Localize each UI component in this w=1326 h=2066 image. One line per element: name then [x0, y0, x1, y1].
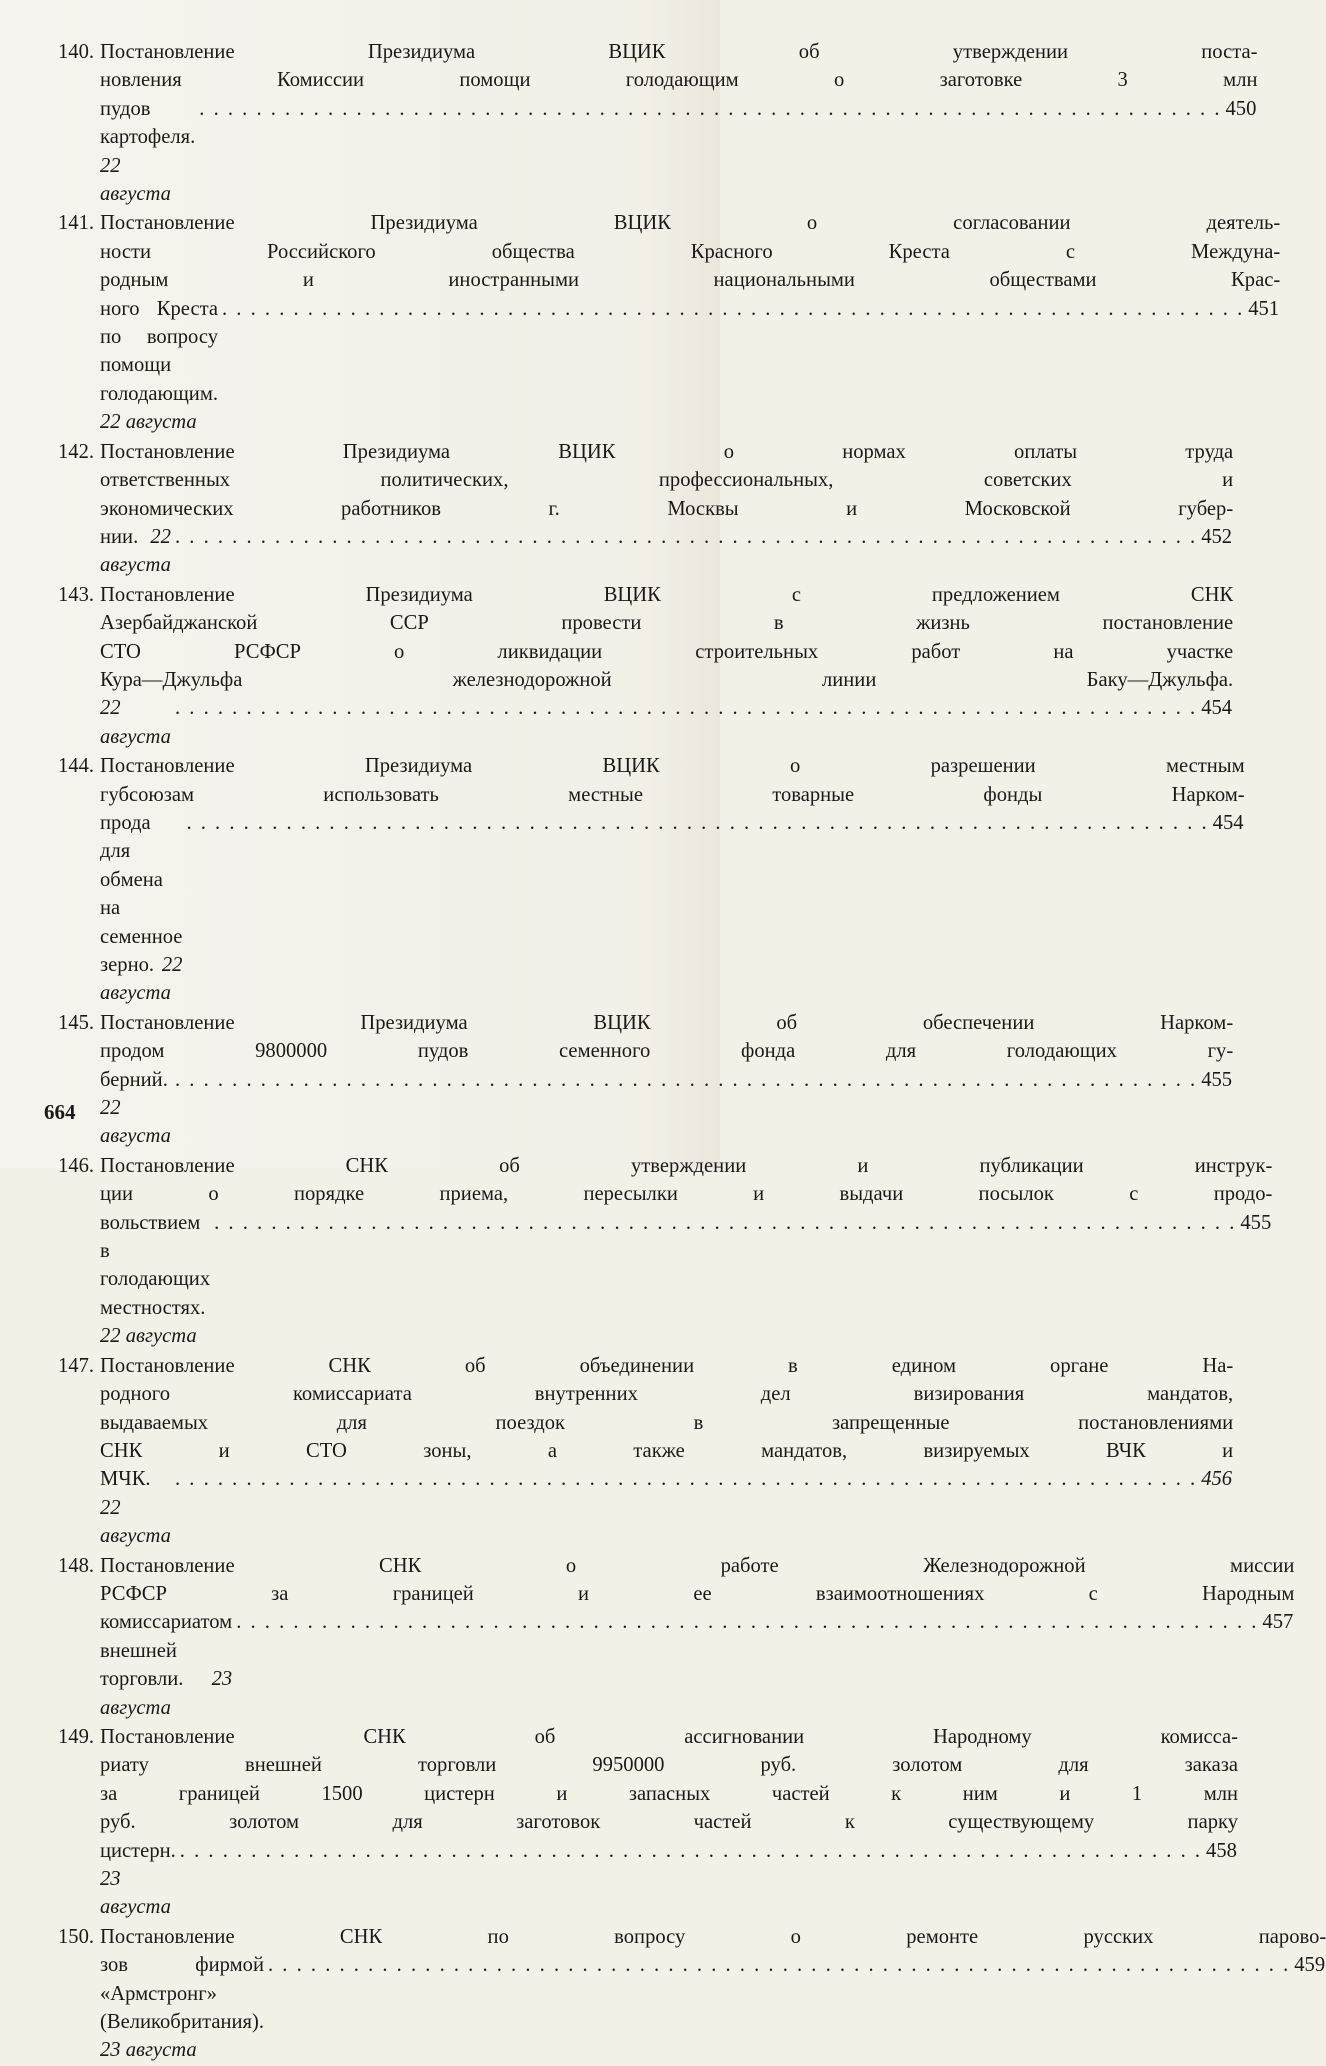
entry-last-text: прода для обмена на семенное зерно.: [100, 811, 183, 976]
entry-last-text: вольствием в голодающих местностях.: [100, 1211, 211, 1319]
entry-text: [100, 438, 1233, 580]
entry-last-line: [100, 1608, 1294, 1722]
entry-line: продом 9800000 пудов семенного фонда для голодающих гу-: [100, 1040, 1234, 1063]
toc-entry: [58, 209, 1281, 436]
entry-line: Постановление СНК об ассигновании Народному комисса-: [100, 1725, 1239, 1748]
entry-text: [100, 1009, 1233, 1151]
entry-number: 146.: [58, 1154, 95, 1177]
table-of-contents: [58, 38, 1326, 2066]
entry-text: [100, 1152, 1272, 1351]
toc-entry: [58, 752, 1245, 1008]
entry-number: 147.: [58, 1354, 95, 1377]
entry-number: 145.: [58, 1011, 95, 1034]
leader-dots: [175, 1465, 1197, 1493]
entry-line: родного комиссариата внутренних дел визирования мандатов,: [100, 1383, 1234, 1406]
entry-line: новления Комиссии помощи голодающим о заготовке 3 млн: [100, 69, 1258, 92]
entry-page-ref: 452: [1201, 525, 1233, 548]
entry-line: Азербайджанской ССР провести в жизнь постановление: [100, 612, 1234, 635]
entry-date: 23 августа: [100, 1868, 171, 1919]
entry-last-line: [100, 523, 1233, 580]
entry-line: ции о порядке приема, пересылки и выдачи посылок с продо-: [100, 1183, 1273, 1206]
entry-last-text: пудов картофеля.: [100, 97, 196, 149]
leader-dots: [180, 1837, 1202, 1865]
entry-line: губсоюзам использовать местные товарные фонды Нарком-: [100, 783, 1245, 806]
leader-dots: [199, 95, 1221, 123]
entry-page-ref: 451: [1248, 297, 1280, 320]
entry-last-line: [100, 1209, 1272, 1351]
entry-text: [100, 1723, 1238, 1922]
entry-number: 148.: [58, 1554, 95, 1577]
entry-line: Постановление СНК по вопросу о ремонте русских парово-: [100, 1925, 1326, 1948]
entry-line: выдаваемых для поездок в запрещенные постановлениями: [100, 1411, 1234, 1434]
entry-date: 22 августа: [100, 697, 171, 748]
entry-last-line: [100, 1465, 1233, 1550]
entry-line: Постановление СНК об утверждении и публикации инструк-: [100, 1154, 1273, 1177]
entry-page-ref: 450: [1225, 97, 1257, 120]
entry-last-text: комиссариатом внешней торговли.: [100, 1611, 233, 1691]
entry-line: ответственных политических, профессиональных, советских и: [100, 469, 1234, 492]
entry-line: родным и иностранными национальными обществами Крас-: [100, 269, 1281, 292]
toc-entry: [58, 38, 1258, 208]
leader-dots: [186, 809, 1208, 837]
entry-page-ref: 454: [1212, 811, 1244, 834]
entry-text: [100, 38, 1258, 208]
entry-text: [100, 752, 1245, 1008]
entry-text: [100, 1352, 1233, 1551]
entry-page-ref: 458: [1206, 1839, 1237, 1862]
leader-dots: [175, 523, 1197, 551]
entry-last-line: [100, 1951, 1326, 2065]
entry-last-line: [100, 295, 1280, 437]
leader-dots: [175, 694, 1197, 722]
entry-line: Постановление СНК об объединении в едином органе На-: [100, 1354, 1234, 1377]
entry-line: СТО РСФСР о ликвидации строительных работ на участке: [100, 640, 1234, 663]
toc-entry: [58, 1009, 1234, 1151]
entry-number: 149.: [58, 1725, 95, 1748]
leader-dots: [214, 1209, 1236, 1237]
entry-number: 144.: [58, 755, 95, 778]
toc-entry: [58, 1923, 1326, 2065]
entry-line: РСФСР за границей и ее взаимоотношениях с Народным: [100, 1582, 1295, 1605]
entry-number: 141.: [58, 212, 95, 235]
entry-line: риату внешней торговли 9950000 руб. золотом для заказа: [100, 1754, 1239, 1777]
entry-last-text: нии.: [100, 525, 139, 548]
entry-line: Постановление Президиума ВЦИК о согласовании деятель-: [100, 212, 1281, 235]
entry-line: Постановление Президиума ВЦИК о нормах оплаты труда: [100, 440, 1234, 463]
entry-date: 22 августа: [100, 1496, 171, 1548]
entry-date: 22 августа: [100, 411, 197, 434]
toc-entry: [58, 1723, 1239, 1922]
entry-date: 23 августа: [100, 2039, 197, 2062]
entry-last-text: МЧК.: [100, 1468, 151, 1491]
toc-entry: [58, 581, 1234, 751]
entry-line: Постановление Президиума ВЦИК о разрешении местным: [100, 755, 1245, 778]
entry-date: 22 августа: [100, 1325, 197, 1348]
entry-page-ref: 454: [1201, 697, 1233, 720]
entry-last-line: [100, 1066, 1233, 1151]
leader-dots: [222, 295, 1244, 323]
entry-last-line: [100, 694, 1233, 751]
entry-page-ref: 457: [1262, 1611, 1294, 1634]
entry-date: 22 августа: [100, 1097, 171, 1148]
toc-entry: [58, 1352, 1234, 1551]
leader-dots: [268, 1951, 1290, 1979]
toc-entry: [58, 1152, 1273, 1351]
entry-last-text: цистерн.: [100, 1839, 176, 1862]
entry-page-ref: 459: [1294, 1954, 1326, 1977]
entry-last-line: [100, 809, 1245, 1008]
entry-last-line: [100, 1837, 1238, 1922]
entry-number: 143.: [58, 583, 95, 606]
entry-date: 22 августа: [100, 154, 171, 206]
entry-number: 140.: [58, 41, 95, 63]
entry-page-ref: 455: [1201, 1068, 1233, 1091]
page-number: 664: [44, 1100, 76, 1124]
entry-page-ref: 455: [1240, 1211, 1272, 1234]
entry-line: руб. золотом для заготовок частей к существующему парку: [100, 1811, 1239, 1834]
entry-date: 22 августа: [100, 954, 183, 1005]
toc-entry: [58, 438, 1234, 580]
entry-line: Кура—Джульфа железнодорожной линии Баку—Джульфа.: [100, 668, 1234, 691]
entry-text: [100, 209, 1280, 436]
leader-dots: [175, 1066, 1197, 1094]
entry-last-text: зов фирмой «Армстронг» (Великобритания).: [100, 1954, 264, 2034]
leader-dots: [236, 1608, 1258, 1636]
entry-text: [100, 1552, 1294, 1722]
entry-date: 23 августа: [100, 1668, 233, 1719]
entry-date: 22 августа: [100, 525, 171, 577]
entry-line: экономических работников г. Москвы и Московской губер-: [100, 497, 1234, 520]
entry-text: [100, 1923, 1326, 2065]
entry-last-line: [100, 95, 1258, 209]
entry-number: 150.: [58, 1925, 95, 1948]
entry-last-text: берний.: [100, 1068, 168, 1091]
entry-line: Постановление СНК о работе Железнодорожной миссии: [100, 1554, 1295, 1577]
entry-line: Постановление Президиума ВЦИК об обеспечении Нарком-: [100, 1011, 1234, 1034]
entry-line: за границей 1500 цистерн и запасных частей к ним и 1 млн: [100, 1782, 1239, 1805]
toc-entry: [58, 1552, 1295, 1722]
entry-number: 142.: [58, 440, 95, 463]
entry-last-text: ного Креста по вопросу помощи голодающим.: [100, 297, 219, 405]
entry-text: [100, 581, 1233, 751]
entry-line: Постановление Президиума ВЦИК об утверждении поста-: [100, 41, 1258, 63]
entry-page-ref: 456: [1201, 1468, 1233, 1491]
entry-line: ности Российского общества Красного Креста с Междуна-: [100, 240, 1281, 263]
entry-line: Постановление Президиума ВЦИК с предложением СНК: [100, 583, 1234, 606]
entry-line: СНК и СТО зоны, а также мандатов, визируемых ВЧК и: [100, 1439, 1234, 1462]
